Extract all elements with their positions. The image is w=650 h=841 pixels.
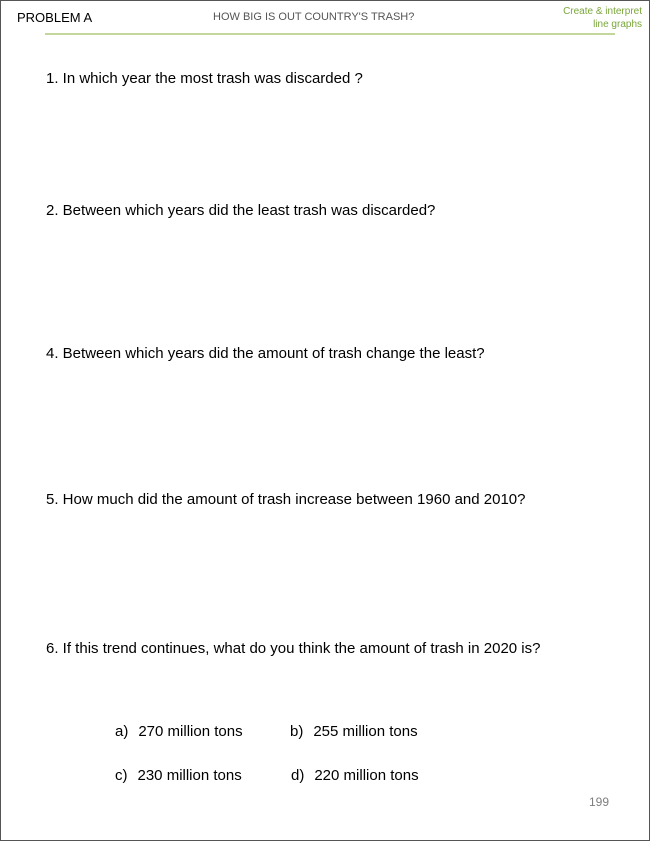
answer-option-d: [291, 767, 419, 784]
question-4: 4. Between which years did the amount of trash change the least?: [46, 345, 485, 362]
header-divider: [45, 33, 615, 35]
option-text: 230 million tons: [137, 767, 242, 784]
option-text: 220 million tons: [314, 767, 419, 784]
topic-line-1: Create & interpret: [563, 6, 642, 17]
answer-option-b: [290, 723, 418, 740]
topic-label: [563, 5, 642, 31]
option-letter: d): [291, 767, 305, 784]
option-text: 255 million tons: [313, 723, 418, 740]
page-number: 199: [589, 795, 610, 809]
question-1: 1. In which year the most trash was discarded ?: [46, 70, 363, 87]
option-letter: c): [115, 767, 128, 784]
question-5: 5. How much did the amount of trash increase between 1960 and 2010?: [46, 491, 526, 508]
option-letter: b): [290, 723, 304, 740]
problem-label: PROBLEM A: [17, 10, 93, 25]
question-2: 2. Between which years did the least trash was discarded?: [46, 202, 436, 219]
answer-option-a: [115, 723, 243, 740]
option-letter: a): [115, 723, 129, 740]
option-text: 270 million tons: [138, 723, 243, 740]
question-6: 6. If this trend continues, what do you think the amount of trash in 2020 is?: [46, 640, 541, 657]
topic-line-2: line graphs: [593, 19, 642, 30]
answer-option-c: [115, 767, 242, 784]
worksheet-title: HOW BIG IS OUT COUNTRY'S TRASH?: [213, 11, 415, 23]
